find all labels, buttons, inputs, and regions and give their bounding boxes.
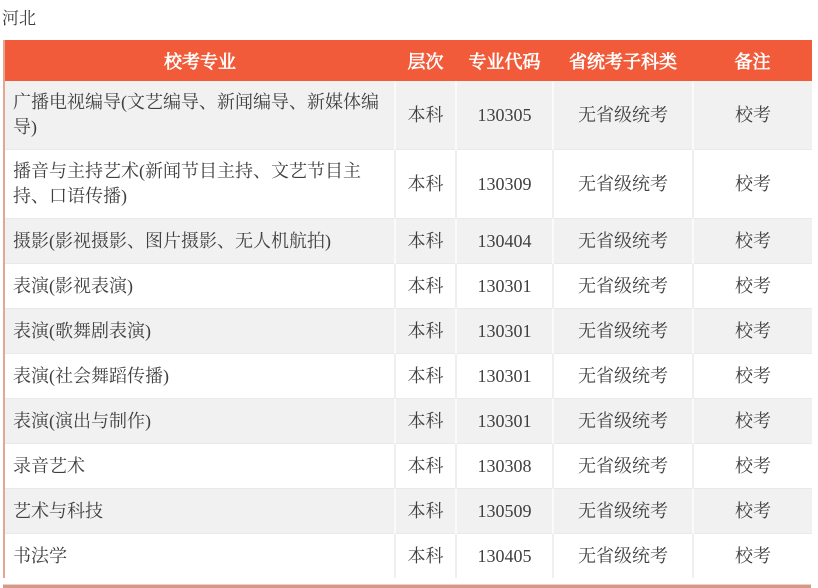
table-row — [4, 309, 812, 354]
cell-code: 130301 — [456, 264, 553, 309]
cell-code: 130509 — [456, 489, 553, 534]
region-label: 河北 — [2, 9, 36, 28]
cell-major: 摄影(影视摄影、图片摄影、无人机航拍) — [4, 219, 395, 264]
cell-note: 校考 — [693, 219, 812, 264]
cell-note: 校考 — [693, 354, 812, 399]
cell-category: 无省级统考 — [553, 534, 693, 579]
cell-note: 校考 — [693, 150, 812, 219]
header-note: 备注 — [693, 40, 812, 81]
cell-code: 130309 — [456, 150, 553, 219]
cell-major: 艺术与科技 — [4, 489, 395, 534]
cell-category: 无省级统考 — [553, 81, 693, 150]
cell-major: 广播电视编导(文艺编导、新闻编导、新媒体编导) — [13, 92, 379, 137]
cell-code: 130301 — [456, 399, 553, 444]
cell-level: 本科 — [395, 399, 456, 444]
cell-category: 无省级统考 — [553, 264, 693, 309]
header-level: 层次 — [395, 40, 456, 81]
table-row — [4, 534, 812, 579]
cell-code: 130301 — [456, 354, 553, 399]
cell-level: 本科 — [395, 534, 456, 579]
table-row — [4, 81, 812, 150]
cell-note: 校考 — [693, 399, 812, 444]
cell-major: 表演(歌舞剧表演) — [4, 309, 395, 354]
cell-category: 无省级统考 — [553, 309, 693, 354]
cell-level: 本科 — [395, 81, 456, 150]
cell-note: 校考 — [693, 264, 812, 309]
cell-category: 无省级统考 — [553, 219, 693, 264]
cell-category: 无省级统考 — [553, 150, 693, 219]
cell-level: 本科 — [395, 150, 456, 219]
table-row — [4, 219, 812, 264]
cell-major: 播音与主持艺术(新闻节目主持、文艺节目主持、口语传播) — [4, 150, 395, 219]
cell-code: 130305 — [456, 81, 553, 150]
table-header-row — [4, 40, 812, 81]
table-row — [4, 354, 812, 399]
cell-major: 书法学 — [4, 534, 395, 579]
header-major: 校考专业 — [4, 40, 395, 81]
cell-note: 校考 — [693, 534, 812, 579]
cell-category: 无省级统考 — [553, 444, 693, 489]
next-table-top-edge — [3, 584, 811, 588]
header-code: 专业代码 — [456, 40, 553, 81]
cell-major: 录音艺术 — [4, 444, 395, 489]
cell-code: 130301 — [456, 309, 553, 354]
cell-note: 校考 — [693, 444, 812, 489]
cell-note: 校考 — [693, 309, 812, 354]
cell-code: 130405 — [456, 534, 553, 579]
exam-majors-table — [3, 40, 812, 578]
cell-code: 130308 — [456, 444, 553, 489]
cell-level: 本科 — [395, 354, 456, 399]
cell-note: 校考 — [693, 489, 812, 534]
cell-level: 本科 — [395, 309, 456, 354]
cell-level: 本科 — [395, 489, 456, 534]
cell-level: 本科 — [395, 219, 456, 264]
table-row — [4, 444, 812, 489]
table-row — [4, 489, 812, 534]
cell-level: 本科 — [395, 444, 456, 489]
cell-major: 表演(影视表演) — [4, 264, 395, 309]
cell-note: 校考 — [693, 81, 812, 150]
cell-major: 表演(社会舞蹈传播) — [4, 354, 395, 399]
cell-code: 130404 — [456, 219, 553, 264]
cell-level: 本科 — [395, 264, 456, 309]
cell-major: 表演(演出与制作) — [4, 399, 395, 444]
cell-category: 无省级统考 — [553, 399, 693, 444]
table-row — [4, 399, 812, 444]
cell-category: 无省级统考 — [553, 489, 693, 534]
table-row — [4, 150, 812, 219]
table-row — [4, 264, 812, 309]
header-category: 省统考子科类 — [553, 40, 693, 81]
cell-category: 无省级统考 — [553, 354, 693, 399]
